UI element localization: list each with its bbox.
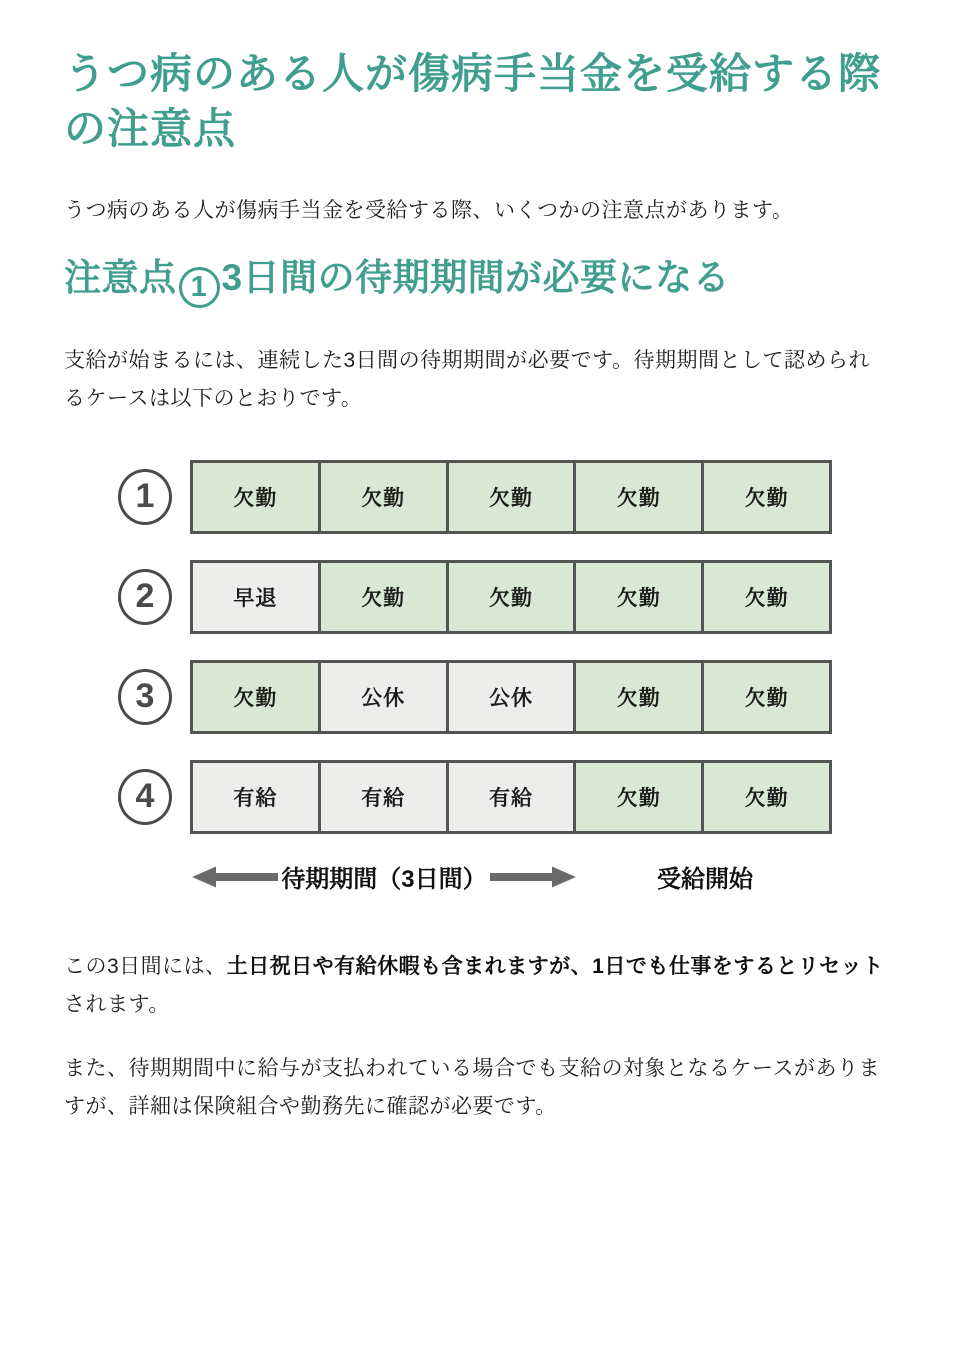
note-suffix: されます。 <box>64 992 170 1016</box>
waiting-period-figure <box>100 460 832 894</box>
day-cell: 公休 <box>318 663 446 731</box>
waiting-period-legend <box>190 859 578 894</box>
figure-row-2 <box>100 560 832 634</box>
day-cell: 欠勤 <box>701 663 829 731</box>
note-paragraph <box>64 948 891 1024</box>
benefit-start-label: 受給開始 <box>657 866 753 894</box>
closing-paragraph: また、待期期間中に給与が支払われている場合でも支給の対象となるケースがありますが、詳細は保険組合や勤務先に確認が必要です。 <box>64 1056 880 1118</box>
row-number-badge-2: 2 <box>118 569 172 625</box>
section-heading-rest: 3日間の待期期間が必要になる <box>221 257 731 299</box>
right-arrow-icon <box>490 865 578 889</box>
day-cell: 有給 <box>318 763 446 831</box>
note-bold: 土日祝日や有給休暇も含まれますが、1日でも仕事をするとリセット <box>226 954 884 978</box>
day-cell: 欠勤 <box>193 463 318 531</box>
row-number-badge-3: 3 <box>118 669 172 725</box>
section-heading-prefix: 注意点 <box>64 257 177 299</box>
circled-number-digit: 1 <box>190 271 208 304</box>
day-cell: 早退 <box>193 563 318 631</box>
figure-row-3 <box>100 660 832 734</box>
day-cell: 公休 <box>446 663 574 731</box>
section-heading <box>64 256 891 308</box>
circled-number-1-icon <box>179 267 220 308</box>
day-cell-strip <box>190 760 832 834</box>
day-cell: 欠勤 <box>446 463 574 531</box>
day-cell-strip <box>190 460 832 534</box>
day-cell-strip <box>190 560 832 634</box>
left-arrow-icon <box>190 865 278 889</box>
day-cell: 有給 <box>193 763 318 831</box>
section-paragraph: 支給が始まるには、連続した3日間の待期期間が必要です。待期期間として認められるケースは以下のとおりです。 <box>64 348 870 410</box>
day-cell: 欠勤 <box>318 563 446 631</box>
day-cell: 欠勤 <box>701 463 829 531</box>
intro-paragraph: うつ病のある人が傷病手当金を受給する際、いくつかの注意点があります。 <box>64 199 794 223</box>
day-cell: 欠勤 <box>701 763 829 831</box>
day-cell: 欠勤 <box>701 563 829 631</box>
day-cell: 欠勤 <box>573 563 701 631</box>
note-prefix: この3日間には、 <box>64 954 227 978</box>
page-title: うつ病のある人が傷病手当金を受給する際の注意点 <box>64 50 882 153</box>
figure-row-4 <box>100 760 832 834</box>
day-cell: 欠勤 <box>573 463 701 531</box>
day-cell: 欠勤 <box>573 763 701 831</box>
day-cell-strip <box>190 660 832 734</box>
day-cell: 欠勤 <box>446 563 574 631</box>
row-number-badge-1: 1 <box>118 469 172 525</box>
row-number-badge-4: 4 <box>118 769 172 825</box>
day-cell: 欠勤 <box>193 663 318 731</box>
figure-row-1 <box>100 460 832 534</box>
day-cell: 有給 <box>446 763 574 831</box>
day-cell: 欠勤 <box>318 463 446 531</box>
figure-legend <box>190 860 832 894</box>
waiting-period-label: 待期期間（3日間） <box>281 866 487 894</box>
day-cell: 欠勤 <box>573 663 701 731</box>
